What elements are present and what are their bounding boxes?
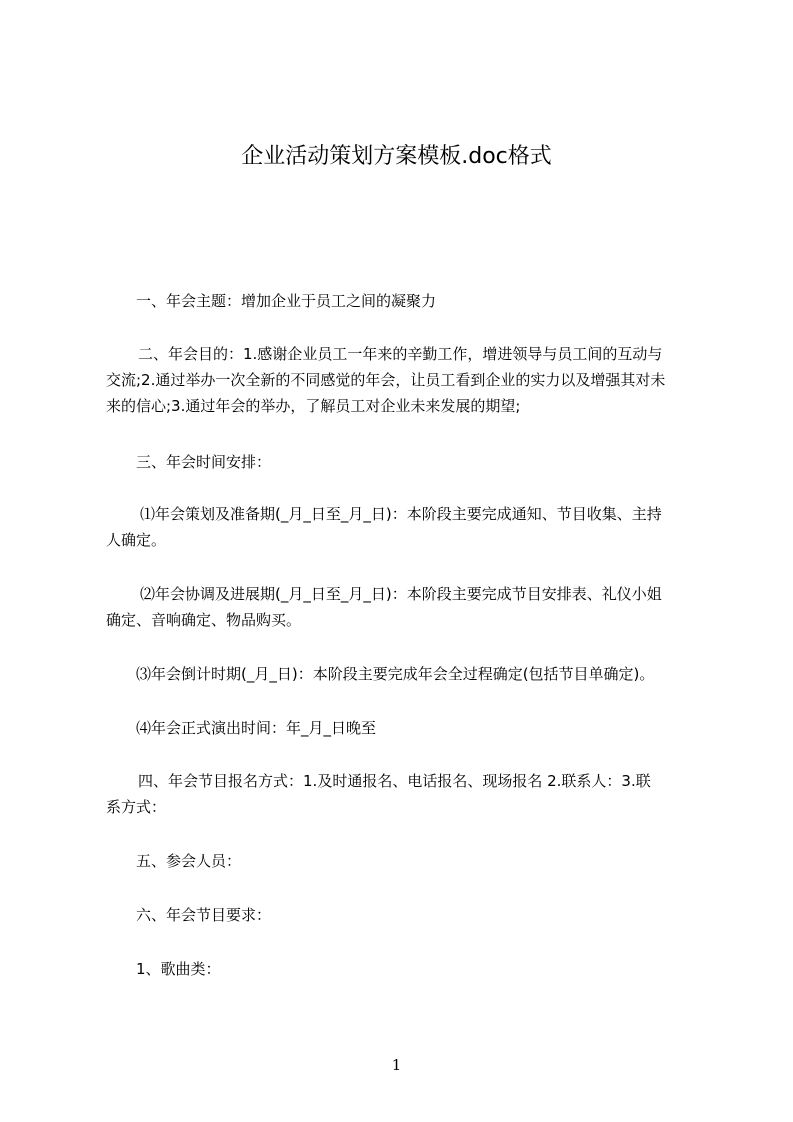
section-requirements bbox=[106, 902, 736, 928]
schedule-phase-2-line-2: 确定、音响确定、物品购买。 bbox=[106, 611, 302, 629]
subsection-songs bbox=[106, 956, 736, 982]
section-theme-line-1: 一、年会主题：增加企业于员工之间的凝聚力 bbox=[136, 292, 437, 310]
section-registration-line-1: 四、年会节目报名方式：1.及时通报名、电话报名、现场报名 2.联系人：3.联 bbox=[138, 772, 651, 790]
page-number: 1 bbox=[391, 1056, 402, 1074]
schedule-phase-4 bbox=[106, 715, 736, 741]
section-schedule-line-1: 三、年会时间安排： bbox=[136, 453, 272, 471]
section-registration-line-2: 系方式： bbox=[106, 798, 167, 816]
section-attendees-line-1: 五、参会人员： bbox=[136, 852, 242, 870]
schedule-phase-4-line-1: ⑷年会正式演出时间：年_月_日晚至 bbox=[136, 719, 377, 737]
schedule-phase-1-line-1: ⑴年会策划及准备期(_月_日至_月_日)：本阶段主要完成通知、节目收集、主持 bbox=[140, 505, 662, 523]
section-registration bbox=[106, 768, 706, 820]
section-theme bbox=[106, 288, 736, 314]
schedule-phase-3 bbox=[106, 661, 736, 687]
section-attendees bbox=[106, 848, 736, 874]
schedule-phase-1-line-2: 人确定。 bbox=[106, 531, 167, 549]
schedule-phase-2-line-1: ⑵年会协调及进展期(_月_日至_月_日)：本阶段主要完成节目安排表、礼仪小姐 bbox=[140, 585, 662, 603]
section-purpose-line-2: 交流;2.通过举办一次全新的不同感觉的年会，让员工看到企业的实力以及增强其对未 bbox=[106, 371, 666, 389]
section-purpose-line-1: 二、年会目的：1.感谢企业员工一年来的辛勤工作，增进领导与员工间的互动与 bbox=[138, 345, 663, 363]
section-purpose bbox=[106, 341, 706, 419]
schedule-phase-3-line-1: ⑶年会倒计时期(_月_日)：本阶段主要完成年会全过程确定(包括节目单确定)。 bbox=[136, 665, 655, 683]
section-requirements-line-1: 六、年会节目要求： bbox=[136, 906, 272, 924]
section-schedule bbox=[106, 449, 736, 475]
schedule-phase-1 bbox=[106, 501, 706, 553]
schedule-phase-2 bbox=[106, 581, 706, 633]
subsection-songs-line-1: 1、歌曲类： bbox=[136, 960, 221, 978]
document-title: 企业活动策划方案模板.doc格式 bbox=[241, 144, 552, 169]
section-purpose-line-3: 来的信心;3.通过年会的举办，了解员工对企业未来发展的期望; bbox=[106, 397, 521, 415]
